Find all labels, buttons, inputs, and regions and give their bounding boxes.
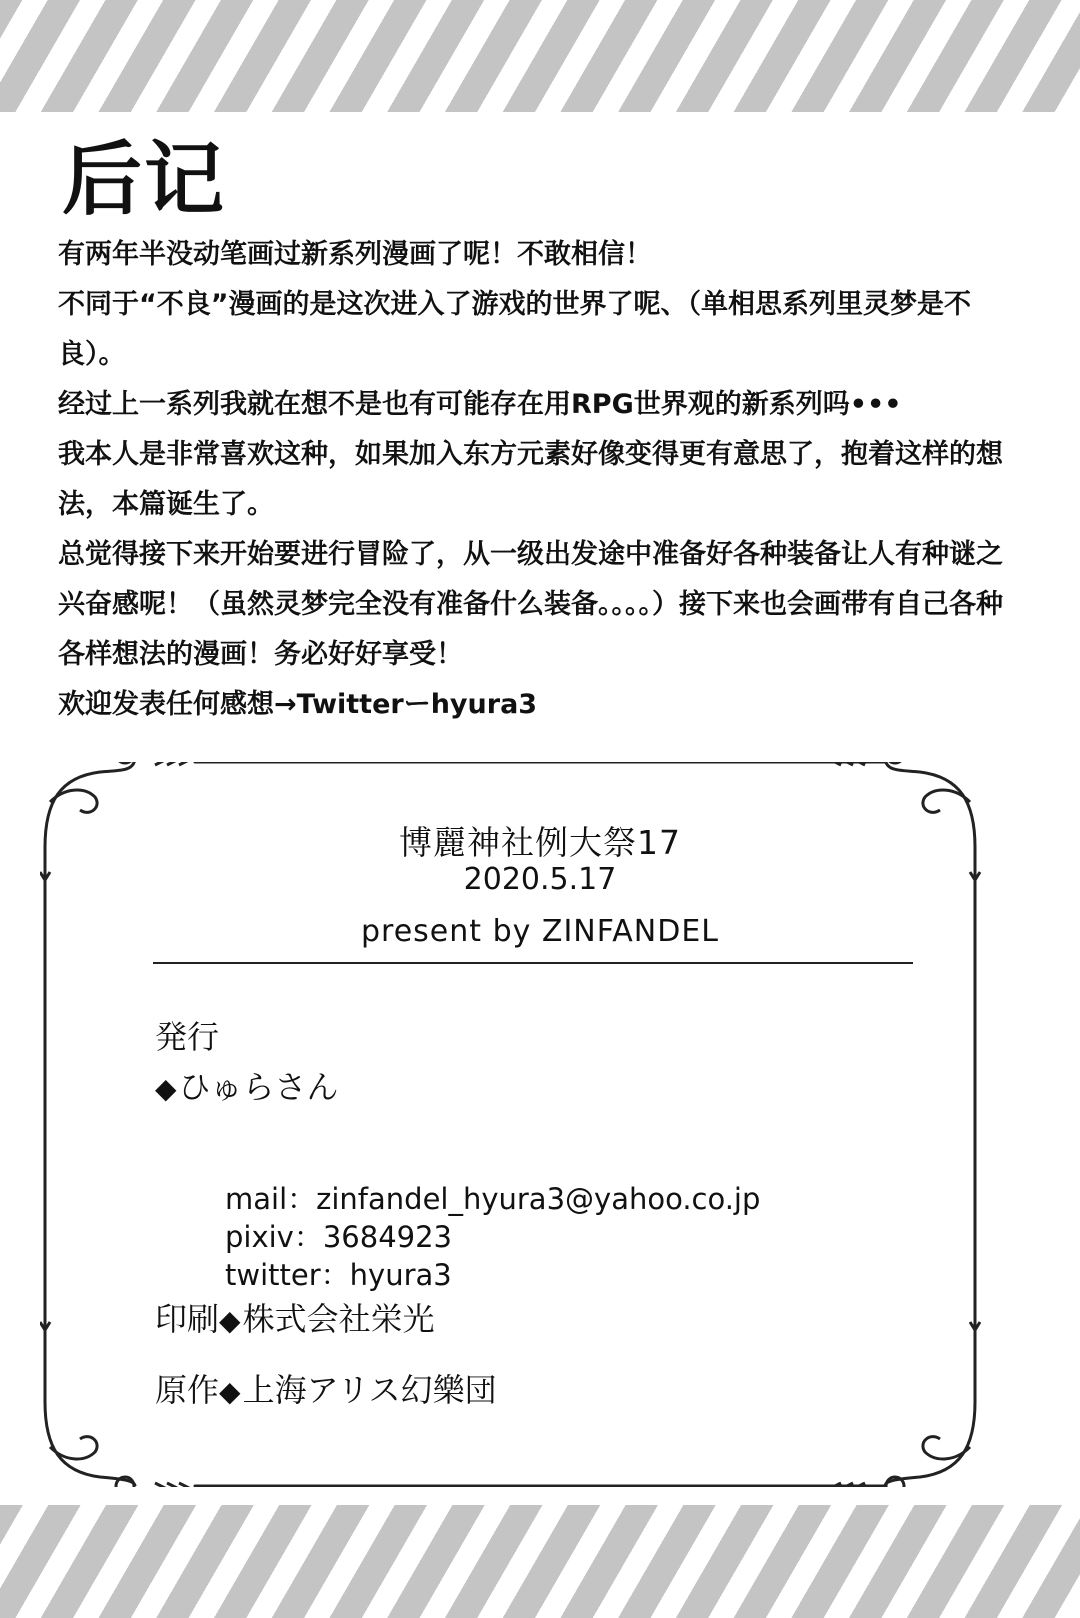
- contact-info: [225, 1180, 760, 1294]
- afterword-paragraph-6: 欢迎发表任何感想→Twitterーhyura3: [58, 689, 538, 720]
- publisher-name-line: [155, 1062, 339, 1108]
- present-by: present by ZINFANDEL: [361, 914, 719, 949]
- bottom-stripe-band: [0, 1505, 1080, 1618]
- afterword-title: 后记: [62, 133, 226, 226]
- diamond-icon: ◆: [155, 1072, 177, 1105]
- afterword-paragraph-1: 有两年半没动笔画过新系列漫画了呢！不敢相信！: [58, 239, 652, 270]
- colophon-box: [40, 762, 1040, 1487]
- contact-pixiv: pixiv：3684923: [225, 1220, 453, 1254]
- afterword-body: [58, 230, 1028, 730]
- printer-line: [155, 1294, 435, 1340]
- afterword-paragraph-4: 我本人是非常喜欢这种，如果加入东方元素好像变得更有意思了，抱着这样的想法，本篇诞生了。: [58, 439, 1003, 520]
- original-work-line: [155, 1365, 497, 1411]
- publisher-name: ひゅらさん: [178, 1068, 339, 1106]
- diamond-icon: ◆: [219, 1375, 241, 1408]
- top-stripe-band: [0, 0, 1080, 112]
- event-date: 2020.5.17: [463, 862, 617, 897]
- contact-twitter: twitter：hyura3: [225, 1258, 452, 1292]
- diamond-icon: ◆: [219, 1304, 241, 1337]
- printer-name: 株式会社栄光: [242, 1300, 435, 1338]
- original-work-name: 上海アリス幻樂団: [242, 1371, 497, 1409]
- divider: [153, 962, 913, 964]
- publisher-label: 発行: [155, 1018, 220, 1056]
- printer-label: 印刷: [155, 1300, 220, 1338]
- afterword-paragraph-2: 不同于“不良”漫画的是这次进入了游戏的世界了呢、（单相思系列里灵梦是不良）。: [58, 289, 971, 370]
- afterword-paragraph-5: 总觉得接下来开始要进行冒险了，从一级出发途中准备好各种装备让人有种谜之兴奋感呢！（虽然灵梦完全没有准备什么装备。。。。）接下来也会画带有自己各种各样想法的漫画！务必好好享受！: [58, 539, 1003, 670]
- original-work-label: 原作: [155, 1371, 220, 1409]
- afterword-paragraph-3: 经过上一系列我就在想不是也有可能存在用RPG世界观的新系列吗•••: [58, 389, 902, 420]
- event-title: 博麗神社例大祭17: [399, 823, 681, 862]
- contact-mail: mail：zinfandel_hyura3@yahoo.co.jp: [225, 1182, 761, 1216]
